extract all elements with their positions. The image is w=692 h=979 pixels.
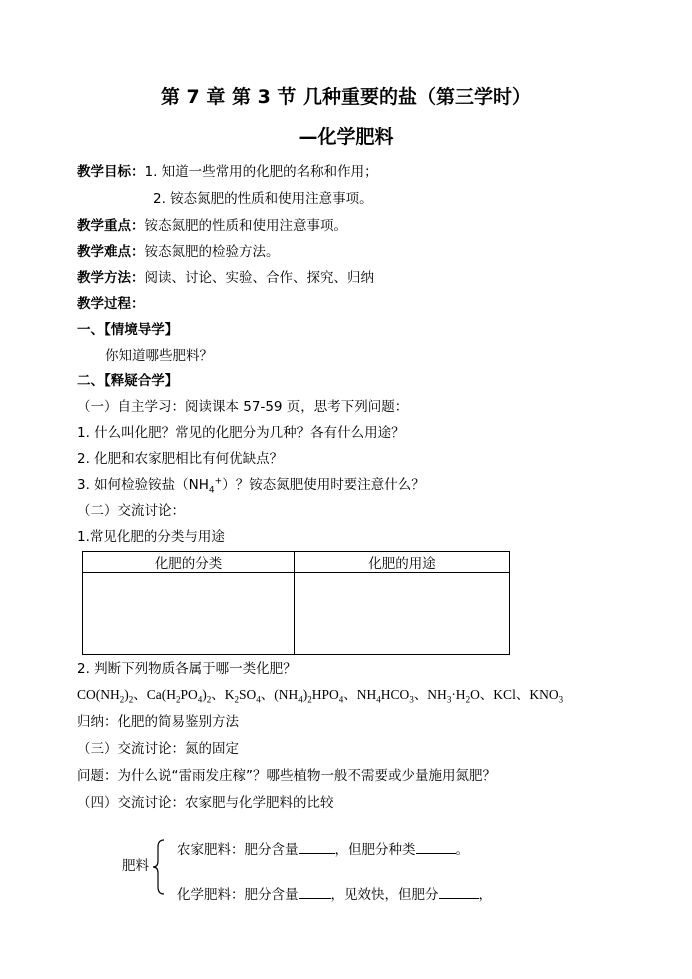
summary-line: 归纳：化肥的简易鉴别方法	[77, 714, 239, 730]
brace-icon	[151, 839, 167, 895]
objective-1: 1. 知道一些常用的化肥的名称和作用；	[144, 164, 378, 180]
difficulty-line	[77, 243, 280, 261]
question-2: 2. 化肥和农家肥相比有何优缺点？	[77, 451, 284, 467]
table-header-category: 化肥的分类	[83, 552, 295, 573]
chem-variety-blank[interactable]	[439, 884, 479, 899]
question-3-start: 3. 如何检验铵盐（NH	[77, 477, 209, 493]
judge-question: 2. 判断下列物质各属于哪一类化肥？	[77, 661, 297, 677]
farm-variety-blank[interactable]	[416, 839, 456, 854]
question-3-sup: +	[214, 476, 223, 487]
chem-content-blank[interactable]	[299, 884, 331, 899]
table-cell-category[interactable]	[83, 573, 295, 655]
table-header-use: 化肥的用途	[295, 552, 510, 573]
title-line-2: —化学肥料	[298, 126, 394, 148]
key-point-label: 教学重点：	[77, 218, 145, 234]
chemical-fertilizer-middle: ，见效快，但肥分	[330, 887, 439, 903]
fertilizer-table	[82, 551, 510, 655]
key-point-line	[77, 217, 347, 235]
objectives-line-1	[77, 163, 378, 181]
part3-heading: （三）交流讨论：氮的固定	[77, 741, 239, 757]
question-3	[77, 476, 425, 494]
farm-manure-end: 。	[455, 842, 469, 858]
objective-2: 2. 铵态氮肥的性质和使用注意事项。	[153, 191, 373, 207]
title-line-1: 第 7 章 第 3 节 几种重要的盐（第三学时）	[160, 86, 532, 108]
part2-heading: （二）交流讨论：	[77, 503, 185, 519]
table-cell-use[interactable]	[295, 573, 510, 655]
question-3-end: ）？铵态氮肥使用时要注意什么？	[222, 477, 425, 493]
difficulty-text: 铵态氮肥的检验方法。	[144, 244, 280, 260]
fertilizer-label: 肥料	[122, 858, 149, 874]
chemical-formulas: $CO(NH_2)_2$、$Ca(H_2PO_4)_2$、$K_2SO_4$、$(NH_4)_2HPO_4$、$NH_4HCO_3$、$NH_3\cdot H_2O$、KCl、$KNO_3$	[77, 687, 564, 705]
rain-question: 问题：为什么说“雷雨发庄稼”？哪些植物一般不需要或少量施用氮肥？	[77, 768, 496, 784]
chemical-fertilizer-start: 化学肥料：肥分含量	[177, 887, 299, 903]
process-label: 教学过程：	[77, 296, 145, 312]
farm-manure-middle: ，但肥分种类	[334, 842, 416, 858]
farm-content-blank[interactable]	[299, 839, 335, 854]
chemical-fertilizer-end: ，	[478, 887, 492, 903]
part4-heading: （四）交流讨论：农家肥与化学肥料的比较	[77, 795, 334, 811]
method-text: 阅读、讨论、实验、合作、探究、归纳	[144, 270, 374, 286]
difficulty-label: 教学难点：	[77, 244, 145, 260]
section2-heading: 二、【释疑合学】	[77, 373, 179, 389]
chemical-fertilizer-line	[177, 884, 492, 904]
question-1: 1. 什么叫化肥？常见的化肥分为几种？各有什么用途？	[77, 425, 405, 441]
key-point-text: 铵态氮肥的性质和使用注意事项。	[144, 218, 347, 234]
table-title: 1.常见化肥的分类与用途	[77, 529, 225, 545]
method-line	[77, 269, 374, 287]
question-3-sub: 4	[208, 485, 215, 496]
section1-question: 你知道哪些肥料？	[105, 348, 213, 364]
objectives-label: 教学目标：	[77, 164, 145, 180]
section1-heading: 一、【情境导学】	[77, 322, 179, 338]
part1-heading: （一）自主学习：阅读课本 57-59 页，思考下列问题：	[77, 399, 409, 415]
farm-manure-start: 农家肥料：肥分含量	[177, 842, 299, 858]
method-label: 教学方法：	[77, 270, 145, 286]
farm-manure-line	[177, 839, 469, 859]
table-header-row	[83, 552, 510, 573]
table-answer-row	[83, 573, 510, 655]
